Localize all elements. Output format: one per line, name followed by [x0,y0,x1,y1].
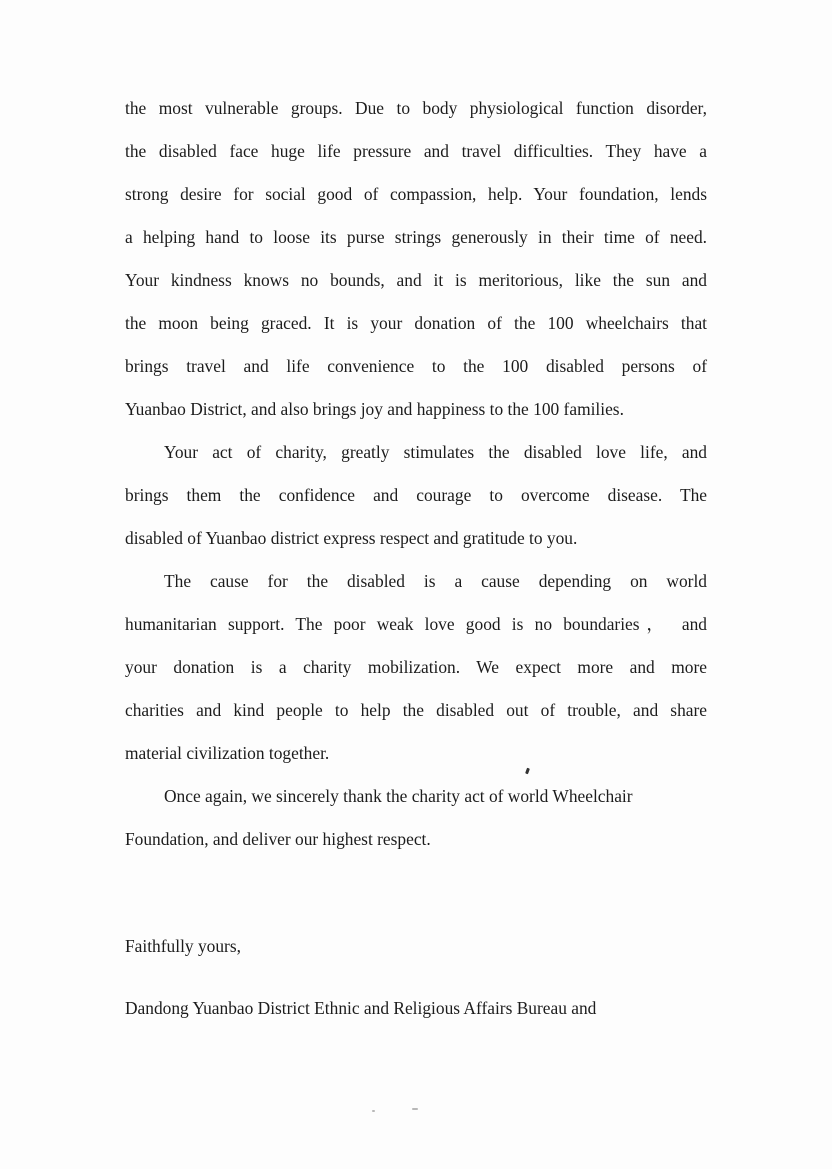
pen-mark [525,768,530,775]
paragraph-line: humanitarian support. The poor weak love good is no boundaries， and [125,614,707,634]
paragraph-line: brings them the confidence and courage to overcome disease. The [125,485,707,505]
paragraph-line: Foundation, and deliver our highest respect. [125,829,431,849]
paragraph-line: Your act of charity, greatly stimulates the disabled love life, and [164,442,707,462]
paragraph-line: brings travel and life convenience to the 100 disabled persons of [125,356,707,376]
paragraph-line: your donation is a charity mobilization. We expect more and more [125,657,707,677]
paragraph-line: a helping hand to loose its purse strings generously in their time of need. [125,227,707,247]
paragraph-line: The cause for the disabled is a cause depending on world [164,571,707,591]
paragraph-line: the moon being graced. It is your donation of the 100 wheelchairs that [125,313,707,333]
paragraph-line: Yuanbao District, and also brings joy and happiness to the 100 families. [125,399,624,419]
paragraph-line: material civilization together. [125,743,330,763]
signature-line: Dandong Yuanbao District Ethnic and Religious Affairs Bureau and [125,998,597,1018]
paragraph-line: Once again, we sincerely thank the charity act of world Wheelchair [164,786,633,806]
paragraph-line: the most vulnerable groups. Due to body physiological function disorder, [125,98,707,118]
paragraph-line: charities and kind people to help the disabled out of trouble, and share [125,700,707,720]
paragraph-line: disabled of Yuanbao district express respect and gratitude to you. [125,528,578,548]
paragraph-line: strong desire for social good of compassion, help. Your foundation, lends [125,184,707,204]
paragraph-line: Your kindness knows no bounds, and it is meritorious, like the sun and [125,270,707,290]
closing: Faithfully yours, [125,936,241,956]
paragraph-line: the disabled face huge life pressure and travel difficulties. They have a [125,141,707,161]
scan-specks [372,1106,432,1116]
